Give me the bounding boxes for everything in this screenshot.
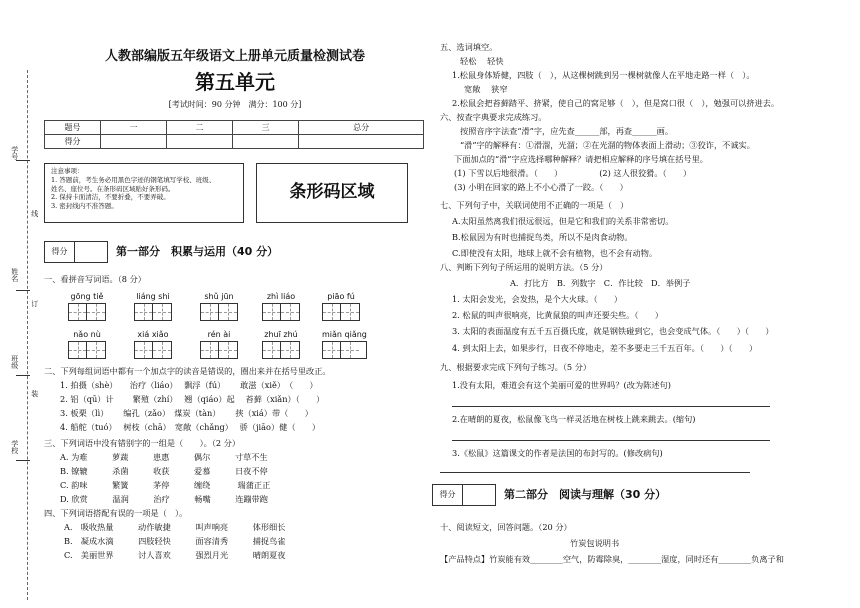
pinyin-item [134, 330, 172, 359]
q4-option: B. 凝成水滴 四肢轻快 面容清秀 捕捉鸟雀 [64, 536, 286, 546]
pinyin-item [322, 292, 360, 321]
writing-cell[interactable] [323, 304, 341, 320]
margin-label-class: 班级 [10, 355, 19, 369]
q7-title: 七、下列句子中，关联词使用不正确的一项是（ ） [440, 200, 629, 210]
q9-answer-line[interactable] [452, 406, 770, 407]
q2-title: 二、下列每组词语中都有一个加点字的读音是错误的，圈出来并在括号里改正。 [44, 366, 331, 376]
q10-title: 十、阅读短文，回答问题。（20 分） [440, 522, 572, 532]
margin-label-student-id: 学号 [10, 146, 19, 160]
pinyin-item [200, 292, 238, 321]
q8-title: 八、判断下列句子所运用的说明方法。（5 分） [440, 262, 608, 272]
q4-option: C. 美丽世界 讨人喜欢 强烈月光 晴朗夏夜 [64, 550, 286, 560]
q9-answer-line[interactable] [452, 440, 770, 441]
q3-title: 三、下列词语中没有错别字的一组是（ ）。（2 分） [44, 438, 241, 448]
pinyin-text: rén ài [207, 330, 231, 339]
q2-item: 2. 铝（qū）计 繁殖（zhí） 翘（qiáo）起 苔藓（xiǎn）（ ） [60, 394, 325, 404]
part1-score-label: 得分 [45, 242, 75, 262]
margin-label-name: 姓名 [10, 268, 19, 282]
writing-cell[interactable] [87, 304, 105, 320]
barcode-area: 条形码区域 [256, 163, 408, 223]
passage-line: 【产品特点】竹炭能有效________空气，防霉除臭，________湿度，同时还有________负离子和 [440, 554, 784, 564]
writing-cell[interactable] [341, 304, 359, 320]
q9-answer-line[interactable] [440, 472, 750, 473]
q6-line: “滑”字的解释有：①滑溜，光溜；②在光溜的物体表面上滑动；③狡诈，不诚实。 [460, 140, 755, 150]
q9-title: 九、根据要求完成下列句子练习。（5 分） [440, 362, 592, 372]
q4-option: A. 吸收热量 动作敏捷 叫声响亮 体形细长 [64, 522, 286, 532]
writing-grid[interactable] [322, 303, 360, 321]
pinyin-item [68, 292, 106, 321]
exam-info: [考试时间：90 分钟 满分：100 分] [168, 100, 302, 109]
part1-heading [44, 241, 278, 263]
q8-item: 2. 松鼠的叫声很响亮，比黄鼠狼的叫声还要尖些。（ ） [452, 310, 664, 320]
score-table-score-row [45, 135, 424, 149]
q9-item: 3.《松鼠》这篇课文的作者是法国的布封写的。(修改病句) [452, 448, 663, 458]
notice-item: 3. 密封线内不准答题。 [51, 202, 118, 211]
writing-grid[interactable] [68, 341, 106, 359]
score-table [44, 120, 424, 149]
pinyin-item [262, 330, 300, 359]
pinyin-text: zhì liáo [266, 292, 296, 301]
q6-line: 按照音序字法查“滑”字，应先查______部，再查______画。 [460, 126, 674, 136]
q6-line: 下面加点的“滑”字应选择哪种解释？请把相应解释的序号填在括号里。 [454, 154, 708, 164]
score-table-header-row [45, 121, 424, 135]
pinyin-text: miǎn qiǎng [322, 330, 367, 339]
notice-item: 2. 保持卡面清洁，不要折叠，不要弄破。 [51, 193, 170, 202]
score-cell: 得分 [45, 135, 101, 149]
margin-label-school: 学校 [10, 440, 19, 454]
margin-label-seal: 装 [30, 390, 39, 397]
margin-label-bind: 订 [30, 300, 39, 307]
pinyin-item [134, 292, 172, 321]
writing-cell[interactable] [201, 342, 219, 358]
notice-title: 注意事项： [51, 167, 84, 175]
q5-item: 1.松鼠身体矫健，四肢（ ），从这棵树跳到另一棵树就像人在平地走路一样（ ）。 [452, 70, 755, 80]
score-input-cell[interactable] [233, 135, 299, 149]
q7-option: C.即使没有太阳，地球上就不会有植物，也不会有动物。 [452, 248, 658, 258]
writing-cell[interactable] [281, 342, 299, 358]
score-input-cell[interactable] [167, 135, 233, 149]
notice-box [44, 163, 244, 223]
writing-cell[interactable] [263, 304, 281, 320]
writing-cell[interactable] [135, 304, 153, 320]
q5-title: 五、选词填空。 [440, 42, 498, 52]
pinyin-text: piāo fú [327, 292, 355, 301]
pinyin-text: shǔ jūn [204, 292, 234, 301]
writing-grid[interactable] [134, 341, 172, 359]
writing-cell[interactable] [219, 342, 237, 358]
q5-words: 宽敞 狭窄 [464, 84, 508, 94]
writing-cell[interactable] [323, 342, 341, 358]
q8-item: 3. 太阳的表面温度有五千五百摄氏度，就是钢铁碰到它，也会变成气体。（ ）（ ） [452, 326, 774, 336]
writing-cell[interactable] [87, 342, 105, 358]
score-cell: 一 [101, 121, 167, 135]
writing-cell[interactable] [281, 304, 299, 320]
part2-score-blank[interactable] [463, 485, 495, 505]
score-input-cell[interactable] [101, 135, 167, 149]
q9-item: 1.没有太阳，难道会有这个美丽可爱的世界吗？(改为陈述句) [452, 380, 671, 390]
q4-title: 四、下列词语搭配有误的一项是（ ）。 [44, 508, 188, 518]
writing-grid[interactable] [262, 341, 300, 359]
q6-title: 六、按查字典要求完成练习。 [440, 112, 547, 122]
pinyin-item [68, 330, 106, 359]
pinyin-text: nǎo nù [73, 330, 101, 339]
part1-score-box [44, 241, 108, 263]
q2-item: 1. 拍摄（shè） 治疗（liáo） 飘浮（fú） 敢滋（xiě） （ ） [60, 380, 318, 390]
part2-score-label: 得分 [433, 485, 463, 505]
writing-grid[interactable] [262, 303, 300, 321]
q6-line: (1) 下雪以后地很滑。（ ） (2) 这人很狡猾。（ ） [454, 168, 692, 178]
q2-item: 3. 板栗（lì） 编孔（zǎo） 煤炭（tàn） 挟（xiá）带（ ） [60, 408, 313, 418]
q8-options: A．打比方 B．列数字 C．作比较 D．举例子 [510, 278, 691, 288]
margin-blank-school [16, 460, 30, 461]
passage-title: 竹炭包说明书 [570, 538, 620, 548]
score-cell: 三 [233, 121, 299, 135]
pinyin-text: zhuī zhú [264, 330, 298, 339]
pinyin-text: gōng tiě [70, 292, 104, 301]
part2-title: 第二部分 阅读与理解（30 分） [504, 488, 667, 502]
score-cell: 题号 [45, 121, 101, 135]
notice-item: 1. 答题前，考生务必用黑色字迹的钢笔填写学校、班级、 [51, 175, 216, 184]
writing-grid[interactable] [200, 303, 238, 321]
q8-item: 4. 到太阳上去，如果步行，日夜不停地走，差不多要走三千五百年。（ ）（ ） [452, 343, 758, 353]
margin-blank-student-id [16, 160, 30, 161]
q7-option: A.太阳虽然离我们很远很远，但是它和我们的关系非常密切。 [452, 216, 674, 226]
q3-option: A. 为难 萝蔬 患惠 偶尔 寸草不生 [60, 452, 268, 462]
pinyin-text: xiá xiǎo [137, 330, 169, 339]
q2-item: 4. 船舵（tuó） 树枝（chā） 宽敞（chǎng） 骄（jiāo）健（ ） [60, 422, 321, 432]
writing-cell[interactable] [263, 342, 281, 358]
part1-score-blank[interactable] [75, 242, 107, 262]
q6-line: (3) 小明在回家的路上不小心滑了一跤。（ ） [454, 182, 628, 192]
writing-cell[interactable] [69, 342, 87, 358]
q3-option: C. 韵味 繁簧 茅停 缠绕 瑞蒲正正 [60, 480, 271, 490]
part2-score-box [432, 484, 496, 506]
writing-cell[interactable] [219, 304, 237, 320]
q7-option: B.松鼠因为有时也捕捉鸟类，所以不是肉食动物。 [452, 232, 633, 242]
notice-item: 姓名、座位号。在条形码区域贴好条形码。 [51, 184, 175, 193]
writing-cell[interactable] [69, 304, 87, 320]
unit-title: 第五单元 [195, 70, 275, 94]
pinyin-item [200, 330, 238, 359]
q3-option: D. 欣赏 温润 治疗 畅嘴 连蹦带跑 [60, 494, 268, 504]
score-cell: 二 [167, 121, 233, 135]
q8-item: 1. 太阳会发光，会发热，是个大火球。（ ） [452, 294, 623, 304]
q1-title: 一、看拼音写词语。（8 分） [44, 274, 146, 284]
writing-grid[interactable] [322, 341, 367, 359]
writing-grid[interactable] [200, 341, 238, 359]
writing-cell[interactable] [201, 304, 219, 320]
margin-blank-name [16, 290, 30, 291]
pinyin-item [262, 292, 300, 321]
q3-option: B. 镣辘 杀菌 收获 爱慕 日夜不停 [60, 466, 268, 476]
writing-cell[interactable] [135, 342, 153, 358]
score-cell: 总分 [299, 121, 424, 135]
margin-blank-class [16, 375, 30, 376]
q9-item: 2.在晴朗的夏夜，松鼠像飞鸟一样灵活地在树枝上跳来跳去。(缩句) [452, 414, 696, 424]
q5-item: 2.松鼠会把苔藓踏平、挤紧，使自己的窝足够（ ），但是窝口很（ ），勉强可以挤进去。 [452, 98, 780, 108]
q5-words: 轻松 轻快 [460, 56, 504, 66]
exam-title: 人教部编版五年级语文上册单元质量检测试卷 [104, 49, 365, 64]
writing-grid[interactable] [134, 303, 172, 321]
writing-cell[interactable] [153, 342, 171, 358]
pinyin-item [322, 330, 367, 359]
writing-cell[interactable] [153, 304, 171, 320]
part2-heading [432, 484, 666, 506]
margin-label-line: 线 [30, 210, 39, 217]
writing-cell[interactable] [341, 342, 359, 358]
binding-dashed-line [27, 70, 28, 600]
writing-grid[interactable] [68, 303, 106, 321]
score-input-cell[interactable] [299, 135, 424, 149]
part1-title: 第一部分 积累与运用（40 分） [116, 245, 279, 259]
pinyin-text: liáng shi [136, 292, 170, 301]
